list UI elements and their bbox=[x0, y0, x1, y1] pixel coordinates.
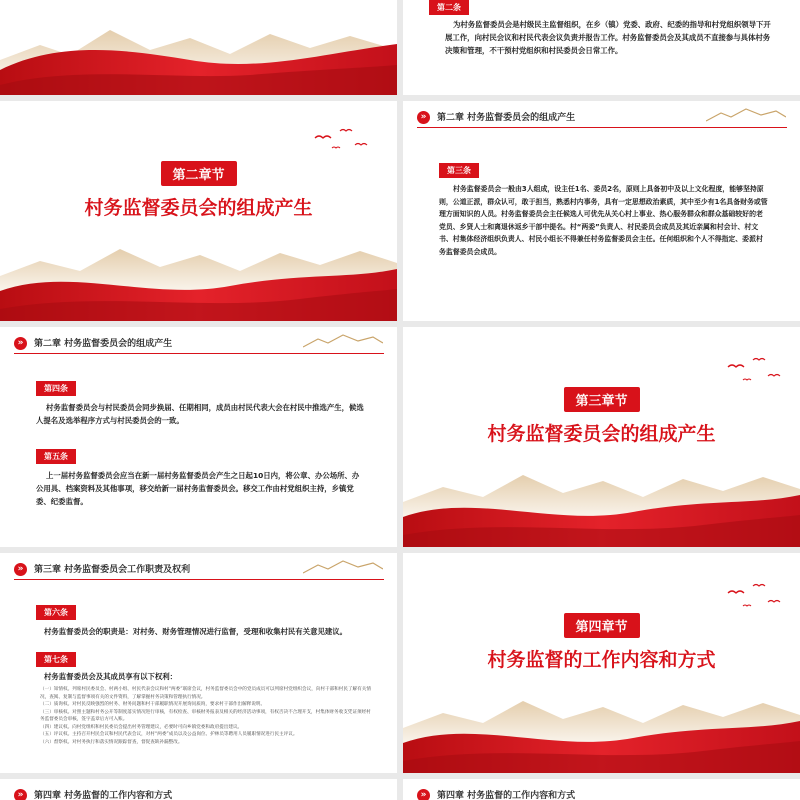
list-item: （二）质询权。对村民反映强烈的村务、财务问题和村干部履职情况开展询问质询，要求村干部作出解释说明。 bbox=[40, 702, 266, 707]
birds-icon bbox=[723, 578, 793, 618]
list-item: （三）审核权。对照主题和村务公开等制度落实情况进行审核，有权检查、审核财务报表及相关的经济活动事项，有权否决不合理开支，村集体财务收支凭证须经村务监督委员会审核，签字盖章后方可入账。 bbox=[40, 709, 371, 722]
rights-list bbox=[40, 686, 374, 746]
list-item: （六）督察权。对村务执行和落实情况跟踪督查，督促查缺补漏整改。 bbox=[40, 739, 183, 745]
slide-8 bbox=[403, 553, 800, 773]
header-divider bbox=[14, 579, 384, 580]
article-tag: 第四条 bbox=[36, 381, 76, 396]
article-tag: 第五条 bbox=[36, 449, 76, 464]
great-wall-icon bbox=[706, 105, 786, 125]
header-title: 第四章 村务监督的工作内容和方式 bbox=[437, 791, 576, 800]
slide-1 bbox=[0, 0, 397, 95]
slide-header bbox=[403, 101, 800, 131]
chapter-title: 村务监督委员会的组成产生 bbox=[487, 423, 716, 445]
list-item: （四）建议权。向村党组织和村民委员会提出村务管理建议，必要时可向乡镇党委和政府提出建议。 bbox=[40, 724, 243, 730]
birds-icon bbox=[310, 123, 380, 158]
header-divider bbox=[417, 127, 787, 128]
slide-10 bbox=[403, 779, 800, 800]
article-text: 上一届村务监督委员会应当在新一届村务监督委员会产生之日起10日内，将公章、办公场所、办公用具、档案资料及其他事项，移交给新一届村务监督委员会。移交工作由村党组织主持，乡镇党委、纪委监督。 bbox=[36, 471, 360, 506]
chapter-arrow-icon: » bbox=[14, 789, 27, 800]
list-item: （五）评议权。主持召开村民会议和村民代表会议，对村“两委”成员以及公益岗位、护林员等聘用人员履职情况进行民主评议。 bbox=[40, 732, 298, 737]
article-tag: 第六条 bbox=[36, 605, 76, 620]
chapter-pill: 第三章节 bbox=[563, 387, 639, 412]
article-text: 村务监督委员会及其成员享有以下权利： bbox=[44, 672, 178, 681]
birds-icon bbox=[723, 352, 793, 392]
great-wall-icon bbox=[303, 331, 383, 351]
chapter-arrow-icon: » bbox=[14, 563, 27, 576]
slide-4 bbox=[403, 101, 800, 321]
slide-2 bbox=[403, 0, 800, 95]
chapter-arrow-icon: » bbox=[14, 337, 27, 350]
header-title: 第四章 村务监督的工作内容和方式 bbox=[34, 791, 173, 800]
list-item: （一）知情权。列席村民委员会、村两小组、村民代表会议和村“两委”联席会议，村务监督委员会中的党员成员可以列席村党组织会议，向村干部和村民了解有关情况，查阅、复制与监督事项有关的文件资料，了解掌握村务决策和管理执行情况。 bbox=[40, 687, 371, 700]
article-text: 为村务监督委员会是村级民主监督组织，在乡（镇）党委、政府、纪委的指导和村党组织领导下开展工作，向村民会议和村民代表会议负责并报告工作。村务监督委员会及其成员不直接参与具体村务决策和管理，不干预村党组织和村民委员会日常工作。 bbox=[445, 20, 771, 55]
slide-7 bbox=[0, 553, 397, 773]
article-text: 村务监督委员会的职责是：对村务、财务管理情况进行监督，受理和收集村民有关意见建议。 bbox=[44, 627, 348, 636]
article-text: 村务监督委员会与村民委员会同步换届、任期相同，成员由村民代表大会在村民中推选产生，候选人提名及选举程序方式与村民委员会的一致。 bbox=[36, 403, 364, 425]
slide-header bbox=[0, 553, 397, 583]
slide-5 bbox=[0, 327, 397, 547]
slide-header bbox=[0, 327, 397, 357]
slide-9 bbox=[0, 779, 397, 800]
article-text: 村务监督委员会一般由3人组成，设主任1名、委员2名，原则上具备初中及以上文化程度，能够坚持原则，公道正派，群众认可，敢于担当，熟悉村内事务，具有一定思想政治素质，其中至少有1名具备财务或管理方面知识的人员。村务监督委员会主任候选人可优先从关心村上事业、热心服务群众和群众基础较好的老党员、乡贤人士和离退休返乡干部中提名。村“两委”负责人、村民委员会成员及其近亲属和村会计、村文书、村集体经济组织负责人、村民小组长不得兼任村务监督委员会主任。任何组织和个人不得指定、委派村务监督委员会成员。 bbox=[439, 185, 768, 256]
chapter-pill: 第二章节 bbox=[160, 161, 236, 186]
header-title: 第二章 村务监督委员会的组成产生 bbox=[437, 113, 576, 123]
article-tag: 第二条 bbox=[429, 0, 469, 15]
great-wall-icon bbox=[303, 557, 383, 577]
article-tag: 第七条 bbox=[36, 652, 76, 667]
red-wave-decoration bbox=[0, 261, 397, 321]
chapter-arrow-icon: » bbox=[417, 111, 430, 124]
slide-3 bbox=[0, 101, 397, 321]
red-wave-decoration bbox=[403, 713, 800, 773]
slide-6 bbox=[403, 327, 800, 547]
chapter-title: 村务监督的工作内容和方式 bbox=[487, 649, 716, 671]
header-divider bbox=[14, 353, 384, 354]
chapter-title: 村务监督委员会的组成产生 bbox=[84, 197, 313, 219]
chapter-arrow-icon: » bbox=[417, 789, 430, 800]
article-tag: 第三条 bbox=[439, 163, 479, 178]
red-wave-decoration bbox=[403, 487, 800, 547]
red-wave-decoration bbox=[0, 40, 397, 95]
header-title: 第三章 村务监督委员会工作职责及权利 bbox=[34, 565, 191, 575]
chapter-pill: 第四章节 bbox=[563, 613, 639, 638]
header-title: 第二章 村务监督委员会的组成产生 bbox=[34, 339, 173, 349]
